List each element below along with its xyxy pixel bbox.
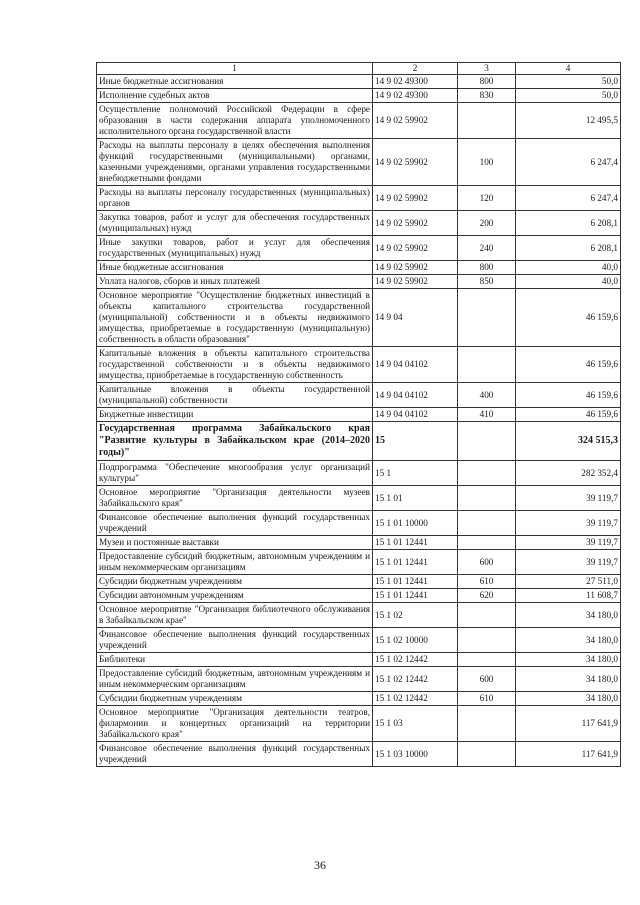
row-code-cell: 15 bbox=[373, 422, 458, 461]
row-type-cell: 410 bbox=[458, 408, 516, 422]
row-amount-cell: 39 119,7 bbox=[516, 550, 621, 575]
table-row bbox=[97, 589, 621, 603]
row-type-cell bbox=[458, 628, 516, 653]
row-amount-cell: 117 641,9 bbox=[516, 742, 621, 767]
row-type-cell bbox=[458, 536, 516, 550]
row-type-cell: 620 bbox=[458, 589, 516, 603]
table-row bbox=[97, 550, 621, 575]
table-row bbox=[97, 667, 621, 692]
row-amount-cell: 40,0 bbox=[516, 261, 621, 275]
row-amount-cell: 11 608,7 bbox=[516, 589, 621, 603]
row-type-cell: 200 bbox=[458, 211, 516, 236]
row-type-cell bbox=[458, 103, 516, 139]
row-amount-cell: 117 641,9 bbox=[516, 706, 621, 742]
row-name-cell: Подпрограмма "Обеспечение многообразия услуг организаций культуры" bbox=[97, 461, 373, 486]
table-row bbox=[97, 186, 621, 211]
row-amount-cell: 34 180,0 bbox=[516, 667, 621, 692]
row-type-cell: 610 bbox=[458, 692, 516, 706]
row-type-cell: 610 bbox=[458, 575, 516, 589]
row-name-cell: Библиотеки bbox=[97, 653, 373, 667]
table-row bbox=[97, 139, 621, 186]
row-name-cell: Субсидии бюджетным учреждениям bbox=[97, 575, 373, 589]
row-code-cell: 15 1 01 bbox=[373, 486, 458, 511]
row-code-cell: 14 9 02 59902 bbox=[373, 236, 458, 261]
row-amount-cell: 6 208,1 bbox=[516, 236, 621, 261]
table-row bbox=[97, 408, 621, 422]
table-row bbox=[97, 575, 621, 589]
table-row bbox=[97, 603, 621, 628]
header-col-4: 4 bbox=[516, 63, 621, 75]
table-row bbox=[97, 347, 621, 383]
header-col-1: 1 bbox=[97, 63, 373, 75]
row-amount-cell: 282 352,4 bbox=[516, 461, 621, 486]
row-name-cell: Осуществление полномочий Российской Федерации в сфере образования в части содержания аппарата уполномоченного исполнительного органа государственной власти bbox=[97, 103, 373, 139]
row-code-cell: 14 9 02 59902 bbox=[373, 211, 458, 236]
row-code-cell: 14 9 04 04102 bbox=[373, 347, 458, 383]
row-code-cell: 15 1 01 10000 bbox=[373, 511, 458, 536]
header-col-2: 2 bbox=[373, 63, 458, 75]
table-row bbox=[97, 628, 621, 653]
row-amount-cell: 27 511,0 bbox=[516, 575, 621, 589]
row-type-cell: 600 bbox=[458, 550, 516, 575]
table-row bbox=[97, 289, 621, 347]
row-name-cell: Расходы на выплаты персоналу государственных (муниципальных) органов bbox=[97, 186, 373, 211]
row-amount-cell: 39 119,7 bbox=[516, 486, 621, 511]
row-amount-cell: 6 247,4 bbox=[516, 139, 621, 186]
row-type-cell bbox=[458, 461, 516, 486]
row-amount-cell: 34 180,0 bbox=[516, 653, 621, 667]
row-type-cell: 800 bbox=[458, 261, 516, 275]
row-name-cell: Государственная программа Забайкальского края "Развитие культуры в Забайкальском крае (2014–2020 годы)" bbox=[97, 422, 373, 461]
page-number: 36 bbox=[314, 858, 326, 872]
row-name-cell: Субсидии автономным учреждениям bbox=[97, 589, 373, 603]
row-code-cell: 15 1 02 10000 bbox=[373, 628, 458, 653]
table-row bbox=[97, 261, 621, 275]
row-amount-cell: 46 159,6 bbox=[516, 408, 621, 422]
budget-table-body bbox=[97, 63, 621, 767]
row-amount-cell: 46 159,6 bbox=[516, 289, 621, 347]
row-name-cell: Капитальные вложения в объекты государственной (муниципальной) собственности bbox=[97, 383, 373, 408]
row-code-cell: 15 1 01 12441 bbox=[373, 575, 458, 589]
row-amount-cell: 6 208,1 bbox=[516, 211, 621, 236]
header-col-3: 3 bbox=[458, 63, 516, 75]
table-row bbox=[97, 653, 621, 667]
row-code-cell: 14 9 02 59902 bbox=[373, 103, 458, 139]
row-name-cell: Иные закупки товаров, работ и услуг для обеспечения государственных (муниципальных) нужд bbox=[97, 236, 373, 261]
table-row bbox=[97, 275, 621, 289]
row-name-cell: Финансовое обеспечение выполнения функций государственных учреждений bbox=[97, 742, 373, 767]
row-type-cell: 240 bbox=[458, 236, 516, 261]
row-amount-cell: 6 247,4 bbox=[516, 186, 621, 211]
row-code-cell: 15 1 02 12442 bbox=[373, 653, 458, 667]
row-name-cell: Капитальные вложения в объекты капитального строительства государственной собственности и в объекты недвижимого имущества, приобретаемые в государственную собственность bbox=[97, 347, 373, 383]
row-code-cell: 15 1 bbox=[373, 461, 458, 486]
table-row bbox=[97, 511, 621, 536]
row-code-cell: 15 1 02 bbox=[373, 603, 458, 628]
row-code-cell: 14 9 02 59902 bbox=[373, 261, 458, 275]
row-name-cell: Финансовое обеспечение выполнения функций государственных учреждений bbox=[97, 628, 373, 653]
table-row bbox=[97, 236, 621, 261]
row-name-cell: Основное мероприятие "Организация деятельности театров, филармонии и концертных организаций на территории Забайкальского края" bbox=[97, 706, 373, 742]
row-type-cell bbox=[458, 706, 516, 742]
row-amount-cell: 39 119,7 bbox=[516, 536, 621, 550]
row-amount-cell: 34 180,0 bbox=[516, 603, 621, 628]
row-code-cell: 15 1 01 12441 bbox=[373, 550, 458, 575]
row-type-cell: 600 bbox=[458, 667, 516, 692]
row-name-cell: Основное мероприятие "Организация деятельности музеев Забайкальского края" bbox=[97, 486, 373, 511]
row-code-cell: 14 9 02 49300 bbox=[373, 89, 458, 103]
row-amount-cell: 34 180,0 bbox=[516, 628, 621, 653]
row-name-cell: Расходы на выплаты персоналу в целях обеспечения выполнения функций государственными (муниципальными) органами, казенными учреждениями, органами управления государственными внебюджетными фондами bbox=[97, 139, 373, 186]
row-code-cell: 14 9 02 49300 bbox=[373, 75, 458, 89]
table-row bbox=[97, 706, 621, 742]
row-code-cell: 14 9 04 bbox=[373, 289, 458, 347]
row-type-cell bbox=[458, 422, 516, 461]
row-code-cell: 15 1 01 12441 bbox=[373, 589, 458, 603]
row-code-cell: 15 1 02 12442 bbox=[373, 692, 458, 706]
row-type-cell: 120 bbox=[458, 186, 516, 211]
row-name-cell: Музеи и постоянные выставки bbox=[97, 536, 373, 550]
row-code-cell: 15 1 03 10000 bbox=[373, 742, 458, 767]
row-name-cell: Иные бюджетные ассигнования bbox=[97, 75, 373, 89]
budget-table bbox=[96, 62, 621, 767]
row-name-cell: Исполнение судебных актов bbox=[97, 89, 373, 103]
row-type-cell bbox=[458, 486, 516, 511]
table-row bbox=[97, 383, 621, 408]
row-name-cell: Основное мероприятие "Организация библиотечного обслуживания в Забайкальском крае" bbox=[97, 603, 373, 628]
row-type-cell: 830 bbox=[458, 89, 516, 103]
row-code-cell: 15 1 03 bbox=[373, 706, 458, 742]
row-amount-cell: 39 119,7 bbox=[516, 511, 621, 536]
row-type-cell: 800 bbox=[458, 75, 516, 89]
row-code-cell: 14 9 02 59902 bbox=[373, 186, 458, 211]
row-amount-cell: 12 495,5 bbox=[516, 103, 621, 139]
row-code-cell: 14 9 02 59902 bbox=[373, 139, 458, 186]
table-row bbox=[97, 103, 621, 139]
row-code-cell: 15 1 02 12442 bbox=[373, 667, 458, 692]
row-amount-cell: 324 515,3 bbox=[516, 422, 621, 461]
row-type-cell bbox=[458, 653, 516, 667]
row-name-cell: Закупка товаров, работ и услуг для обеспечения государственных (муниципальных) нужд bbox=[97, 211, 373, 236]
row-type-cell bbox=[458, 347, 516, 383]
row-type-cell bbox=[458, 511, 516, 536]
budget-table-container bbox=[96, 62, 618, 767]
row-type-cell bbox=[458, 742, 516, 767]
row-type-cell: 850 bbox=[458, 275, 516, 289]
table-row bbox=[97, 89, 621, 103]
row-amount-cell: 50,0 bbox=[516, 75, 621, 89]
row-type-cell bbox=[458, 289, 516, 347]
row-amount-cell: 40,0 bbox=[516, 275, 621, 289]
row-type-cell: 400 bbox=[458, 383, 516, 408]
table-row bbox=[97, 486, 621, 511]
row-name-cell: Бюджетные инвестиции bbox=[97, 408, 373, 422]
row-name-cell: Предоставление субсидий бюджетным, автономным учреждениям и иным некоммерческим организациям bbox=[97, 667, 373, 692]
table-row bbox=[97, 422, 621, 461]
row-code-cell: 14 9 04 04102 bbox=[373, 408, 458, 422]
table-row bbox=[97, 461, 621, 486]
row-name-cell: Иные бюджетные ассигнования bbox=[97, 261, 373, 275]
row-name-cell: Предоставление субсидий бюджетным, автономным учреждениям и иным некоммерческим организациям bbox=[97, 550, 373, 575]
table-row bbox=[97, 692, 621, 706]
table-header-row bbox=[97, 63, 621, 75]
row-type-cell: 100 bbox=[458, 139, 516, 186]
row-name-cell: Уплата налогов, сборов и иных платежей bbox=[97, 275, 373, 289]
row-amount-cell: 46 159,6 bbox=[516, 383, 621, 408]
table-row bbox=[97, 536, 621, 550]
row-code-cell: 14 9 02 59902 bbox=[373, 275, 458, 289]
row-name-cell: Финансовое обеспечение выполнения функций государственных учреждений bbox=[97, 511, 373, 536]
row-name-cell: Субсидии бюджетным учреждениям bbox=[97, 692, 373, 706]
row-amount-cell: 50,0 bbox=[516, 89, 621, 103]
row-code-cell: 15 1 01 12441 bbox=[373, 536, 458, 550]
row-type-cell bbox=[458, 603, 516, 628]
row-amount-cell: 34 180,0 bbox=[516, 692, 621, 706]
table-row bbox=[97, 742, 621, 767]
row-amount-cell: 46 159,6 bbox=[516, 347, 621, 383]
table-row bbox=[97, 211, 621, 236]
table-row bbox=[97, 75, 621, 89]
row-code-cell: 14 9 04 04102 bbox=[373, 383, 458, 408]
row-name-cell: Основное мероприятие "Осуществление бюджетных инвестиций в объекты капитального строительства государственной (муниципальной) собственности и в объекты недвижимого имущества, приобретаемые в государственную (муниципальную) собственность в области образования" bbox=[97, 289, 373, 347]
